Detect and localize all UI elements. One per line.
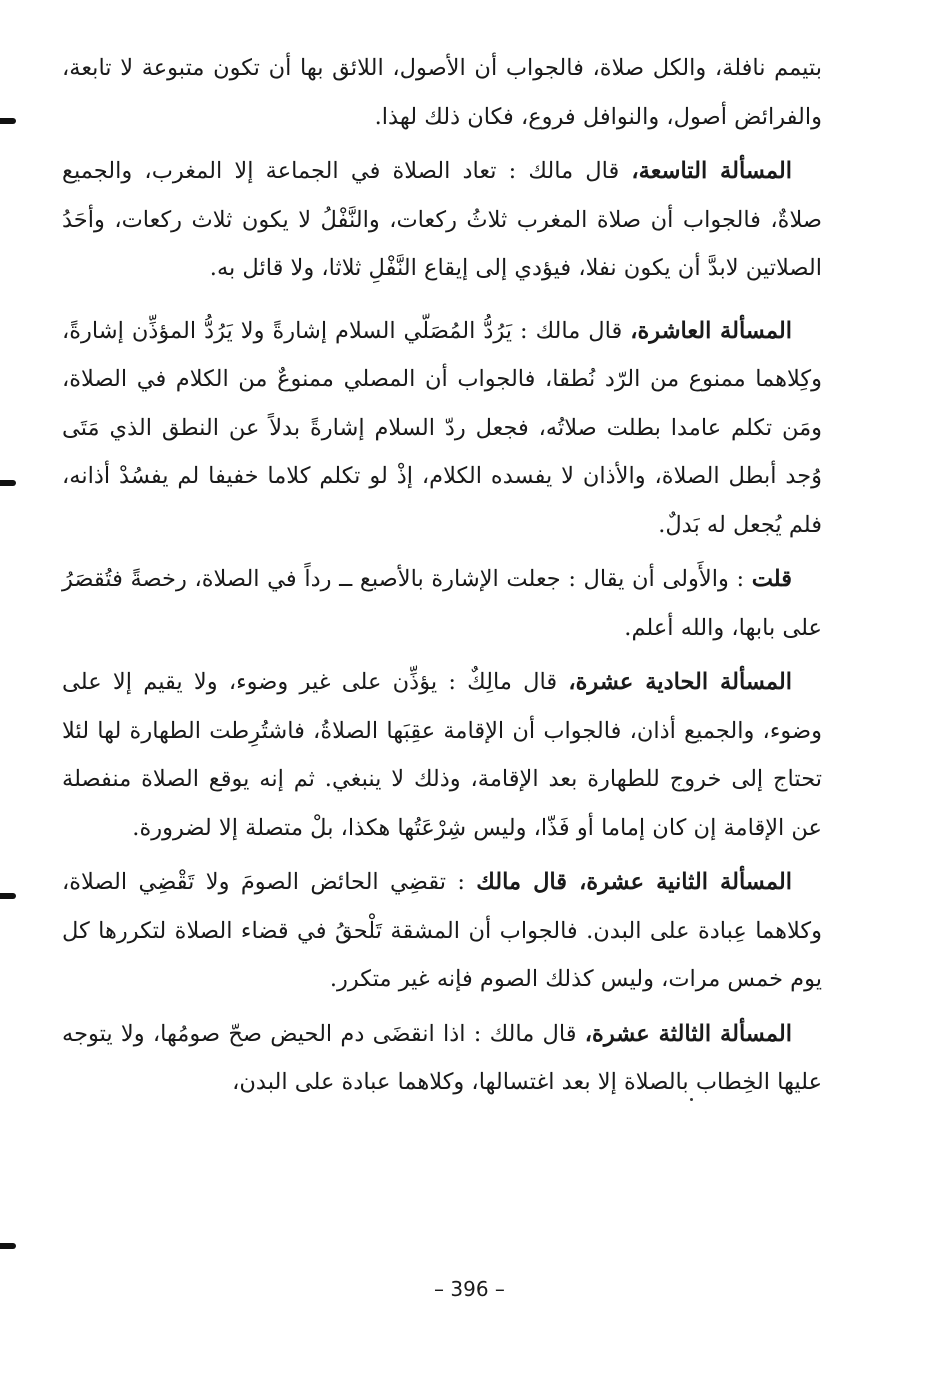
paragraph-lead: المسألة التاسعة، — [631, 158, 793, 184]
paragraph-lead: المسألة العاشرة، — [630, 317, 792, 344]
scan-speck — [690, 1098, 693, 1101]
paragraph-2 — [62, 147, 822, 293]
paragraph-lead: المسألة الثانية عشرة، قال مالك — [476, 869, 792, 895]
paragraph-5 — [62, 658, 822, 852]
paragraph-text: قال مالك : تعاد الصلاة في الجماعة إلا المغرب، والجميع صلاةٌ، فالجواب أن صلاة المغرب ثلاثُ ركعات، والنَّفْلُ لا يكون ثلاث ركعات، وأحَدُ الصلاتين لابدَّ أن يكون نفلا، فيؤدي إلى إيقاع النَّفْلِ ثلاثا، ولا قائل به. — [62, 158, 822, 281]
page-body — [62, 44, 822, 1113]
paragraph-text: : والأَولى أن يقال : جعلت الإشارة بالأصبع ــ رداً في الصلاة، رخصةً فتُقصَرُ على بابها، والله أعلم. — [62, 566, 822, 641]
scan-margin-mark — [0, 480, 16, 486]
paragraph-lead: المسألة الثالثة عشرة، — [584, 1020, 792, 1047]
paragraph-text: قال مالك : اذا انقضَى دم الحيض صحّ صومُها، ولا يتوجه عليها الخِطاب بالصلاة إلا بعد اغتسالها، وكلاهما عبادة على البدن، — [62, 1020, 822, 1095]
page-number: – 396 – — [434, 1277, 505, 1301]
scan-margin-mark — [0, 893, 16, 899]
paragraph-4 — [62, 555, 822, 652]
paragraph-6 — [62, 858, 822, 1004]
paragraph-lead: قلت — [751, 566, 792, 592]
paragraph-text: : تقضِي الحائض الصومَ ولا تَقْضِي الصلاة، وكلاهما عِبادة على البدن. فالجواب أن المشقة تَلْحقُ في قضاء الصلاة لتكررها كل يوم خمس مرات، وليس كذلك الصوم فإنه غير متكرر. — [62, 869, 822, 992]
paragraph-1 — [62, 44, 822, 141]
paragraph-7 — [62, 1010, 822, 1107]
scan-margin-mark — [0, 118, 16, 124]
paragraph-text: قال مالك : يَرُدُّ المُصَلّي السلام إشارةً ولا يَرُدُّ المؤذِّن إشارةً، وكِلاهما ممنوع من الرّد نُطقا، فالجواب أن المصلي ممنوعٌ من الكلام في الصلاة، ومَن تكلم عامدا بطلت صلاتُه، فجعل ردّ السلام إشارةً بدلاً عن النطق الذي مَتَى وُجد أبطل الصلاة، والأذان لا يفسده الكلام، إذْ لو تكلم كلاما خفيفا لم يفسُدْ أذانه، فلم يُجعل له بَدلٌ. — [62, 317, 822, 538]
paragraph-text: قال مالِكٌ : يؤذِّن على غير وضوء، ولا يقيم إلا على وضوء، والجميع أذان، فالجواب أن الإقامة عقِبَها الصلاةُ، فاشتُرِطت الطهارة لها لئلا تحتاج إلى خروج للطهارة بعد الإقامة، وذلك لا ينبغي. ثم إنه يوقع الصلاة منفصلة عن الإقامة إن كان إماما أو فَذّا، وليس شِرْعَتُها هكذا، بلْ متصلة إلا لضرورة. — [62, 669, 822, 841]
paragraph-3 — [62, 307, 822, 550]
paragraph-text: بتيمم نافلة، والكل صلاة، فالجواب أن الأصول، اللائق بها أن تكون متبوعة لا تابعة، والفرائض أصول، والنوافل فروع، فكان ذلك لهذا. — [62, 55, 822, 130]
scan-margin-mark — [0, 1243, 16, 1249]
paragraph-lead: المسألة الحادية عشرة، — [568, 669, 793, 695]
